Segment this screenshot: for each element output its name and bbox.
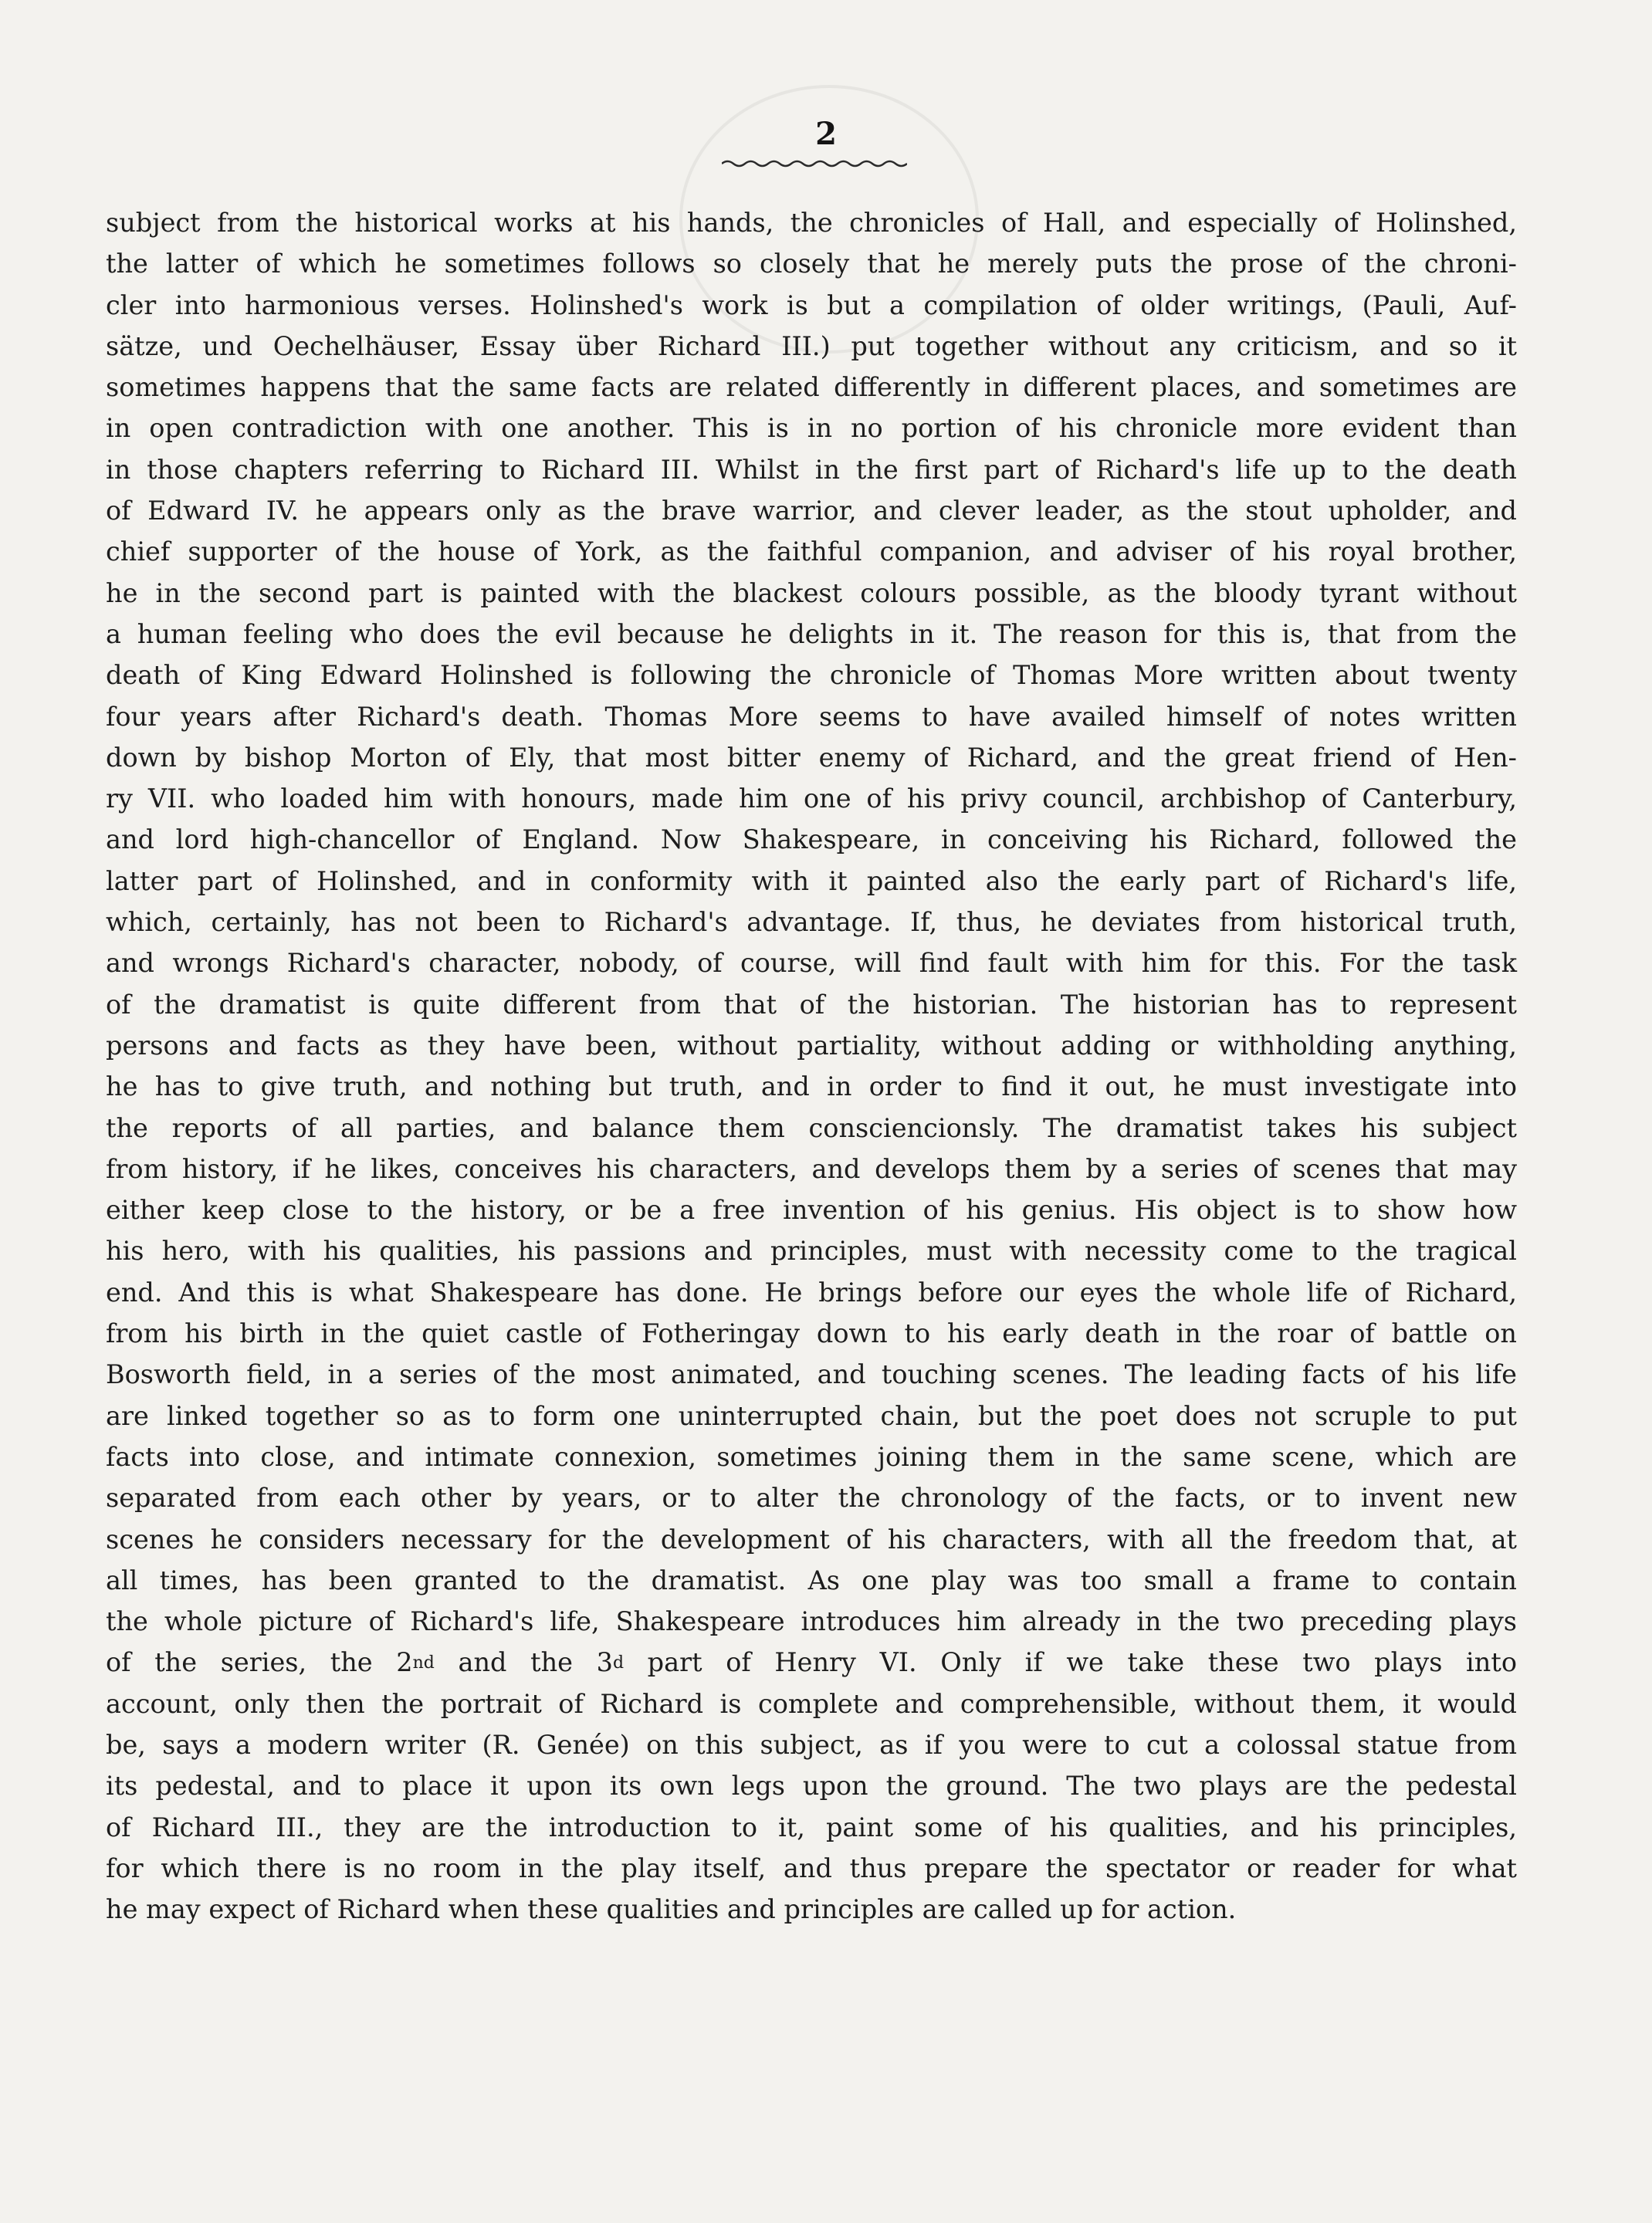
text-line-24: from history, if he likes, conceives his characters, and develops them by a series of scenes that may [106,1153,1517,1184]
text-line-3: cler into harmonious verses. Holinshed's work is but a compilation of older writings, (Pauli, Auf- [106,289,1517,320]
text-line-36-before: of the series, the 2 [106,1647,413,1678]
ordinal-suffix-nd: nd [412,1653,435,1673]
text-line-22: he has to give truth, and nothing but truth, and in order to find it out, he must investigate into [106,1071,1517,1102]
text-line-36-after: part of Henry VI. Only if we take these two plays into [624,1647,1517,1678]
text-line-33: scenes he considers necessary for the development of his characters, with all the freedom that, at [106,1524,1517,1555]
text-line-28: from his birth in the quiet castle of Fotheringay down to his early death in the roar of battle on [106,1318,1517,1349]
text-line-25: either keep close to the history, or be a free invention of his genius. His object is to show how [106,1195,1517,1226]
text-line-17: latter part of Holinshed, and in conformity with it painted also the early part of Richard's life, [106,865,1517,896]
text-line-19: and wrongs Richard's character, nobody, of course, will find fault with him for this. For the task [106,948,1517,979]
text-line-8: of Edward IV. he appears only as the brave warrior, and clever leader, as the stout upholder, and [106,496,1517,526]
text-line-13: four years after Richard's death. Thomas More seems to have availed himself of notes written [106,701,1517,732]
text-line-30: are linked together so as to form one uninterrupted chain, but the poet does not scruple to put [106,1400,1517,1431]
text-line-26: his hero, with his qualities, his passions and principles, must with necessity come to the tragical [106,1236,1517,1267]
text-line-34: all times, has been granted to the dramatist. As one play was too small a frame to contain [106,1565,1517,1595]
text-line-41: for which there is no room in the play itself, and thus prepare the spectator or reader for what [106,1852,1517,1883]
text-line-18: which, certainly, has not been to Richard's advantage. If, thus, he deviates from historical truth, [106,907,1517,938]
text-line-23: the reports of all parties, and balance them consciencionsly. The dramatist takes his subject [106,1112,1517,1143]
text-line-20: of the dramatist is quite different from that of the historian. The historian has to represent [106,989,1517,1020]
text-line-15: ry VII. who loaded him with honours, made him one of his privy council, archbishop of Canterbury, [106,783,1517,814]
text-line-42: he may expect of Richard when these qualities and principles are called up for action. [106,1894,1237,1925]
text-line-32: separated from each other by years, or to alter the chronology of the facts, or to invent new [106,1483,1517,1514]
text-line-36 [106,1642,1517,1683]
text-line-36-middle: and the 3 [434,1647,613,1678]
text-line-11: a human feeling who does the evil because he delights in it. The reason for this is, that from the [106,618,1517,649]
body-paragraph [106,202,1517,1930]
text-line-14: down by bishop Morton of Ely, that most bitter enemy of Richard, and the great friend of Hen- [106,742,1517,773]
text-line-39: its pedestal, and to place it upon its own legs upon the ground. The two plays are the pedestal [106,1771,1517,1802]
text-line-16: and lord high-chancellor of England. Now Shakespeare, in conceiving his Richard, followed the [106,824,1517,855]
text-line-21: persons and facts as they have been, without partiality, without adding or withholding anything, [106,1030,1517,1061]
text-line-10: he in the second part is painted with the blackest colours possible, as the bloody tyrant without [106,577,1517,608]
text-line-12: death of King Edward Holinshed is following the chronicle of Thomas More written about twenty [106,660,1517,691]
text-line-7: in those chapters referring to Richard III. Whilst in the first part of Richard's life up to the death [106,454,1517,485]
text-line-31: facts into close, and intimate connexion, sometimes joining them in the same scene, which are [106,1441,1517,1472]
text-line-29: Bosworth field, in a series of the most animated, and touching scenes. The leading facts of his life [106,1359,1517,1390]
text-line-5: sometimes happens that the same facts are related differently in different places, and sometimes are [106,372,1517,403]
text-line-27: end. And this is what Shakespeare has done. He brings before our eyes the whole life of Richard, [106,1277,1517,1308]
text-line-6: in open contradiction with one another. This is in no portion of his chronicle more evident than [106,413,1517,444]
text-line-9: chief supporter of the house of York, as the faithful companion, and adviser of his royal brother, [106,536,1517,567]
page-number-ornament [722,157,907,170]
text-line-4: sätze, und Oechelhäuser, Essay über Richard III.) put together without any criticism, and so it [106,330,1517,361]
text-line-35: the whole picture of Richard's life, Shakespeare introduces him already in the two preceding plays [106,1606,1517,1637]
text-line-1: subject from the historical works at his hands, the chronicles of Hall, and especially of Holinshed, [106,208,1517,238]
page-number: 2 [815,116,837,152]
text-line-2: the latter of which he sometimes follows so closely that he merely puts the prose of the chroni- [106,249,1517,279]
text-line-40: of Richard III., they are the introduction to it, paint some of his qualities, and his principles, [106,1812,1517,1842]
text-line-38: be, says a modern writer (R. Genée) on this subject, as if you were to cut a colossal statue from [106,1729,1517,1760]
text-line-37: account, only then the portrait of Richard is complete and comprehensible, without them, it would [106,1688,1517,1719]
ordinal-suffix-d: d [612,1653,625,1673]
